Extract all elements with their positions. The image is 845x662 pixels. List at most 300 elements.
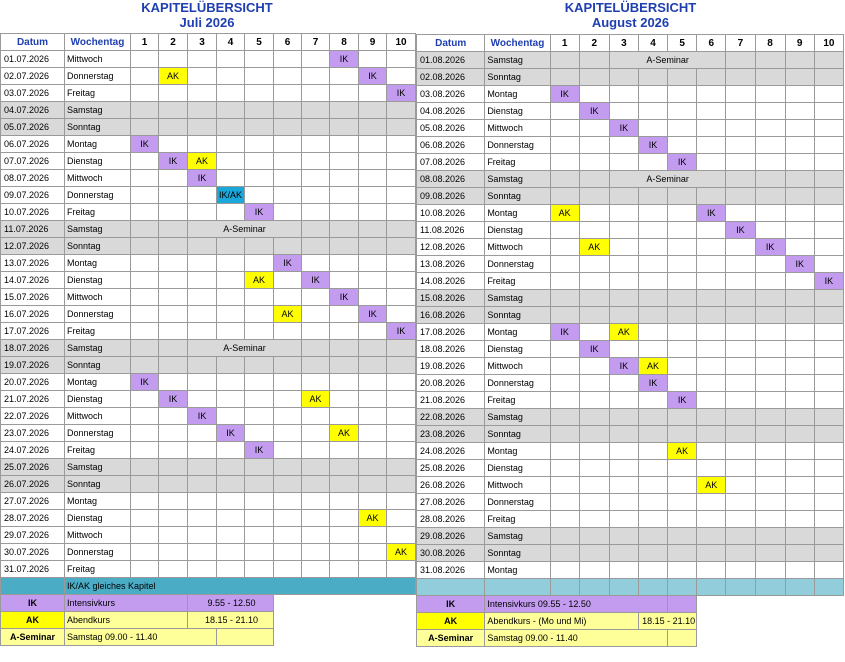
chapter-cell (639, 392, 668, 409)
chapter-cell (579, 409, 609, 426)
chapter-cell (814, 409, 843, 426)
date-cell: 12.08.2026 (417, 239, 485, 256)
chapter-cell (755, 137, 785, 154)
chapter-cell (639, 239, 668, 256)
col-header-chapter: 7 (302, 34, 330, 51)
chapter-cell (387, 408, 416, 425)
ak-mark: AK (188, 153, 217, 170)
chapter-cell (550, 426, 579, 443)
chapter-cell (550, 273, 579, 290)
chapter-cell (245, 561, 274, 578)
weekday-cell: Sonntag (65, 357, 131, 374)
chapter-cell (302, 238, 330, 255)
chapter-cell (359, 51, 387, 68)
chapter-cell (697, 239, 726, 256)
chapter-cell (785, 290, 814, 307)
chapter-cell (726, 239, 755, 256)
chapter-cell (359, 238, 387, 255)
weekday-cell: Mittwoch (485, 477, 550, 494)
chapter-cell (639, 409, 668, 426)
weekday-cell: Donnerstag (65, 544, 131, 561)
chapter-cell (609, 205, 638, 222)
col-header-chapter: 6 (697, 35, 726, 52)
chapter-cell (550, 307, 579, 324)
chapter-cell (217, 510, 245, 527)
chapter-cell (330, 85, 359, 102)
chapter-cell (579, 358, 609, 375)
col-header-chapter: 8 (330, 34, 359, 51)
chapter-cell (550, 290, 579, 307)
weekday-cell: Dienstag (485, 341, 550, 358)
chapter-cell (387, 357, 416, 374)
chapter-cell (302, 68, 330, 85)
chapter-cell (726, 103, 755, 120)
ik-mark: IK (785, 256, 814, 273)
date-cell: 24.07.2026 (1, 442, 65, 459)
chapter-cell (159, 561, 188, 578)
chapter-cell (697, 86, 726, 103)
chapter-cell (609, 290, 638, 307)
chapter-cell (785, 324, 814, 341)
chapter-cell (274, 561, 302, 578)
weekday-cell: Sonntag (485, 69, 550, 86)
chapter-cell (217, 476, 245, 493)
weekday-cell: Donnerstag (485, 375, 550, 392)
chapter-cell (785, 426, 814, 443)
chapter-cell (814, 562, 843, 579)
chapter-cell (755, 477, 785, 494)
col-header-chapter: 2 (159, 34, 188, 51)
chapter-cell (330, 306, 359, 323)
chapter-cell (274, 493, 302, 510)
col-header-chapter: 9 (359, 34, 387, 51)
legend-key: AK (417, 613, 485, 630)
table-row (417, 375, 844, 392)
chapter-cell (785, 239, 814, 256)
weekday-cell: Dienstag (485, 222, 550, 239)
chapter-cell (697, 426, 726, 443)
chapter-cell (726, 545, 755, 562)
chapter-cell (550, 409, 579, 426)
table-row (417, 460, 844, 477)
chapter-cell (131, 561, 159, 578)
chapter-cell (359, 323, 387, 340)
weekday-cell: Dienstag (65, 391, 131, 408)
chapter-cell (668, 511, 697, 528)
weekday-cell: Samstag (65, 102, 131, 119)
table-row (417, 562, 844, 579)
chapter-cell (785, 392, 814, 409)
chapter-cell (387, 68, 416, 85)
chapter-cell (330, 323, 359, 340)
table-row (417, 494, 844, 511)
chapter-cell (550, 222, 579, 239)
legend-key: AK (1, 612, 65, 629)
chapter-cell (814, 426, 843, 443)
chapter-cell (609, 545, 638, 562)
date-cell: 20.07.2026 (1, 374, 65, 391)
date-cell: 06.07.2026 (1, 136, 65, 153)
chapter-cell (274, 153, 302, 170)
chapter-cell (359, 357, 387, 374)
chapter-cell (609, 443, 638, 460)
legend-time: 18.15 - 21.10 (188, 612, 274, 629)
ik-mark: IK (131, 136, 159, 153)
chapter-cell (387, 51, 416, 68)
chapter-cell (188, 238, 217, 255)
chapter-cell (330, 68, 359, 85)
chapter-cell (609, 409, 638, 426)
chapter-cell (159, 272, 188, 289)
band-cell (579, 579, 609, 596)
chapter-cell (579, 273, 609, 290)
chapter-cell (274, 425, 302, 442)
table-row (1, 510, 416, 527)
chapter-cell (274, 408, 302, 425)
weekday-cell: Samstag (65, 340, 131, 357)
ik-mark: IK (639, 375, 668, 392)
chapter-cell (726, 375, 755, 392)
chapter-cell (359, 561, 387, 578)
ik-mark: IK (579, 341, 609, 358)
chapter-cell (579, 205, 609, 222)
ak-mark: AK (609, 324, 638, 341)
chapter-cell (639, 426, 668, 443)
band-cell (697, 579, 726, 596)
chapter-cell (131, 425, 159, 442)
chapter-cell (302, 187, 330, 204)
chapter-cell (302, 153, 330, 170)
chapter-cell (785, 188, 814, 205)
chapter-cell (814, 222, 843, 239)
ak-mark: AK (159, 68, 188, 85)
table-row (1, 561, 416, 578)
chapter-cell (755, 307, 785, 324)
chapter-cell (330, 476, 359, 493)
weekday-cell: Sonntag (65, 119, 131, 136)
col-header-chapter: 10 (814, 35, 843, 52)
date-cell: 02.08.2026 (417, 69, 485, 86)
date-cell: 25.08.2026 (417, 460, 485, 477)
date-cell: 14.07.2026 (1, 272, 65, 289)
chapter-cell (217, 442, 245, 459)
chapter-cell (550, 52, 579, 69)
chapter-cell (609, 188, 638, 205)
date-cell: 01.08.2026 (417, 52, 485, 69)
chapter-cell (755, 511, 785, 528)
chapter-cell (274, 85, 302, 102)
chapter-cell (726, 562, 755, 579)
table-row (417, 52, 844, 69)
date-cell: 22.07.2026 (1, 408, 65, 425)
chapter-cell (359, 204, 387, 221)
weekday-cell: Samstag (485, 409, 550, 426)
ik-mark: IK (726, 222, 755, 239)
ik-mark: IK (697, 205, 726, 222)
chapter-cell (579, 494, 609, 511)
chapter-cell (188, 255, 217, 272)
chapter-cell (217, 170, 245, 187)
ik-mark: IK (550, 86, 579, 103)
chapter-cell (302, 493, 330, 510)
chapter-cell (302, 357, 330, 374)
chapter-cell (188, 561, 217, 578)
chapter-cell (188, 136, 217, 153)
chapter-cell (609, 239, 638, 256)
table-row (417, 341, 844, 358)
chapter-cell (188, 102, 217, 119)
date-cell: 07.07.2026 (1, 153, 65, 170)
chapter-cell (188, 306, 217, 323)
chapter-cell (609, 137, 638, 154)
chapter-cell (550, 358, 579, 375)
table-row (417, 120, 844, 137)
chapter-cell (359, 85, 387, 102)
table-row (417, 477, 844, 494)
chapter-cell (274, 170, 302, 187)
chapter-cell (359, 153, 387, 170)
chapter-cell (814, 171, 843, 188)
chapter-cell (668, 290, 697, 307)
chapter-cell (579, 222, 609, 239)
chapter-cell (639, 69, 668, 86)
legend-row (417, 596, 844, 613)
date-cell: 03.08.2026 (417, 86, 485, 103)
date-cell: 10.07.2026 (1, 204, 65, 221)
weekday-cell: Montag (65, 255, 131, 272)
chapter-cell (217, 204, 245, 221)
chapter-cell (609, 86, 638, 103)
chapter-cell (726, 256, 755, 273)
weekday-cell: Montag (65, 136, 131, 153)
weekday-cell: Montag (485, 324, 550, 341)
chapter-cell (159, 102, 188, 119)
chapter-cell (785, 205, 814, 222)
date-cell: 30.07.2026 (1, 544, 65, 561)
chapter-cell (159, 204, 188, 221)
chapter-cell (814, 205, 843, 222)
chapter-cell (668, 324, 697, 341)
chapter-cell (550, 69, 579, 86)
chapter-cell (726, 460, 755, 477)
chapter-cell (274, 476, 302, 493)
chapter-cell (755, 341, 785, 358)
ak-mark: AK (245, 272, 274, 289)
chapter-cell (302, 306, 330, 323)
weekday-cell: Sonntag (485, 545, 550, 562)
chapter-cell (131, 153, 159, 170)
chapter-cell (274, 204, 302, 221)
chapter-cell (814, 103, 843, 120)
col-header-weekday: Wochentag (485, 35, 550, 52)
chapter-cell (609, 69, 638, 86)
table-row (1, 85, 416, 102)
chapter-cell (550, 171, 579, 188)
table-row (1, 136, 416, 153)
weekday-cell: Mittwoch (485, 239, 550, 256)
date-cell: 30.08.2026 (417, 545, 485, 562)
chapter-cell (330, 238, 359, 255)
chapter-cell (639, 188, 668, 205)
table-row (1, 323, 416, 340)
table-row (1, 459, 416, 476)
chapter-cell (785, 358, 814, 375)
chapter-cell (131, 221, 159, 238)
chapter-cell (359, 374, 387, 391)
date-cell: 21.08.2026 (417, 392, 485, 409)
chapter-cell (639, 290, 668, 307)
chapter-cell (550, 528, 579, 545)
legend-description: Abendkurs - (Mo und Mi) (485, 613, 639, 630)
col-header-chapter: 4 (217, 34, 245, 51)
weekday-cell: Freitag (65, 561, 131, 578)
date-cell: 08.07.2026 (1, 170, 65, 187)
chapter-cell (131, 204, 159, 221)
table-row (417, 137, 844, 154)
chapter-cell (387, 425, 416, 442)
chapter-cell (188, 187, 217, 204)
chapter-cell (131, 272, 159, 289)
chapter-cell (755, 375, 785, 392)
ik-mark: IK (245, 442, 274, 459)
weekday-cell: Sonntag (485, 307, 550, 324)
weekday-cell: Samstag (65, 459, 131, 476)
chapter-cell (726, 528, 755, 545)
weekday-cell: Freitag (485, 392, 550, 409)
date-cell: 01.07.2026 (1, 51, 65, 68)
date-cell: 14.08.2026 (417, 273, 485, 290)
ik-mark: IK (639, 137, 668, 154)
chapter-cell (159, 306, 188, 323)
table-row (417, 392, 844, 409)
table-row (417, 324, 844, 341)
weekday-cell: Mittwoch (65, 408, 131, 425)
chapter-cell (188, 442, 217, 459)
chapter-cell (359, 442, 387, 459)
chapter-cell (726, 69, 755, 86)
chapter-cell (579, 256, 609, 273)
chapter-cell (159, 425, 188, 442)
weekday-cell: Sonntag (65, 238, 131, 255)
date-cell: 13.08.2026 (417, 256, 485, 273)
table-row (417, 409, 844, 426)
chapter-cell (359, 187, 387, 204)
chapter-cell (274, 391, 302, 408)
legend-time: 9.55 - 12.50 (188, 595, 274, 612)
ik-mark: IK (159, 391, 188, 408)
chapter-cell (668, 409, 697, 426)
chapter-cell (302, 289, 330, 306)
chapter-cell (302, 527, 330, 544)
weekday-cell: Samstag (485, 171, 550, 188)
chapter-cell (217, 357, 245, 374)
chapter-cell (668, 120, 697, 137)
chapter-cell (785, 477, 814, 494)
table-row (1, 119, 416, 136)
table-row (1, 527, 416, 544)
chapter-cell (131, 306, 159, 323)
date-cell: 26.07.2026 (1, 476, 65, 493)
chapter-cell (302, 374, 330, 391)
chapter-cell (159, 119, 188, 136)
chapter-cell (188, 493, 217, 510)
chapter-cell (131, 476, 159, 493)
ak-mark: AK (579, 239, 609, 256)
col-header-chapter: 3 (188, 34, 217, 51)
chapter-cell (785, 545, 814, 562)
chapter-cell (697, 375, 726, 392)
date-cell: 13.07.2026 (1, 255, 65, 272)
table-row (1, 306, 416, 323)
chapter-cell (579, 120, 609, 137)
weekday-cell: Mittwoch (65, 527, 131, 544)
chapter-cell (697, 120, 726, 137)
date-cell: 17.08.2026 (417, 324, 485, 341)
weekday-cell: Donnerstag (65, 306, 131, 323)
chapter-cell (274, 323, 302, 340)
chapter-cell (302, 204, 330, 221)
chapter-cell (387, 340, 416, 357)
table-row (1, 204, 416, 221)
ik-mark: IK (668, 392, 697, 409)
chapter-cell (755, 52, 785, 69)
chapter-cell (245, 119, 274, 136)
chapter-cell (330, 170, 359, 187)
chapter-cell (188, 51, 217, 68)
chapter-cell (755, 426, 785, 443)
weekday-cell: Samstag (485, 52, 550, 69)
chapter-cell (726, 477, 755, 494)
date-cell: 09.07.2026 (1, 187, 65, 204)
chapter-cell (726, 290, 755, 307)
ik-mark: IK (609, 358, 638, 375)
chapter-cell (159, 510, 188, 527)
chapter-cell (579, 392, 609, 409)
chapter-cell (668, 256, 697, 273)
chapter-cell (609, 562, 638, 579)
chapter-cell (131, 119, 159, 136)
same-chapter-note: IK/AK gleiches Kapitel (65, 578, 416, 595)
chapter-cell (387, 153, 416, 170)
chapter-cell (245, 255, 274, 272)
chapter-cell (387, 238, 416, 255)
chapter-cell (188, 119, 217, 136)
note-spacer (1, 578, 65, 595)
weekday-cell: Dienstag (485, 460, 550, 477)
chapter-cell (579, 290, 609, 307)
date-cell: 18.07.2026 (1, 340, 65, 357)
chapter-cell (550, 137, 579, 154)
chapter-cell (387, 510, 416, 527)
chapter-cell (609, 426, 638, 443)
chapter-cell (131, 544, 159, 561)
date-cell: 27.08.2026 (417, 494, 485, 511)
chapter-cell (726, 443, 755, 460)
weekday-cell: Donnerstag (485, 494, 550, 511)
chapter-cell (550, 103, 579, 120)
chapter-cell (188, 510, 217, 527)
chapter-cell (668, 426, 697, 443)
chapter-cell (579, 307, 609, 324)
table-row (417, 273, 844, 290)
chapter-cell (639, 562, 668, 579)
table-row (417, 86, 844, 103)
chapter-cell (387, 102, 416, 119)
chapter-cell (639, 103, 668, 120)
chapter-cell (302, 561, 330, 578)
chapter-cell (131, 68, 159, 85)
col-header-chapter: 9 (785, 35, 814, 52)
